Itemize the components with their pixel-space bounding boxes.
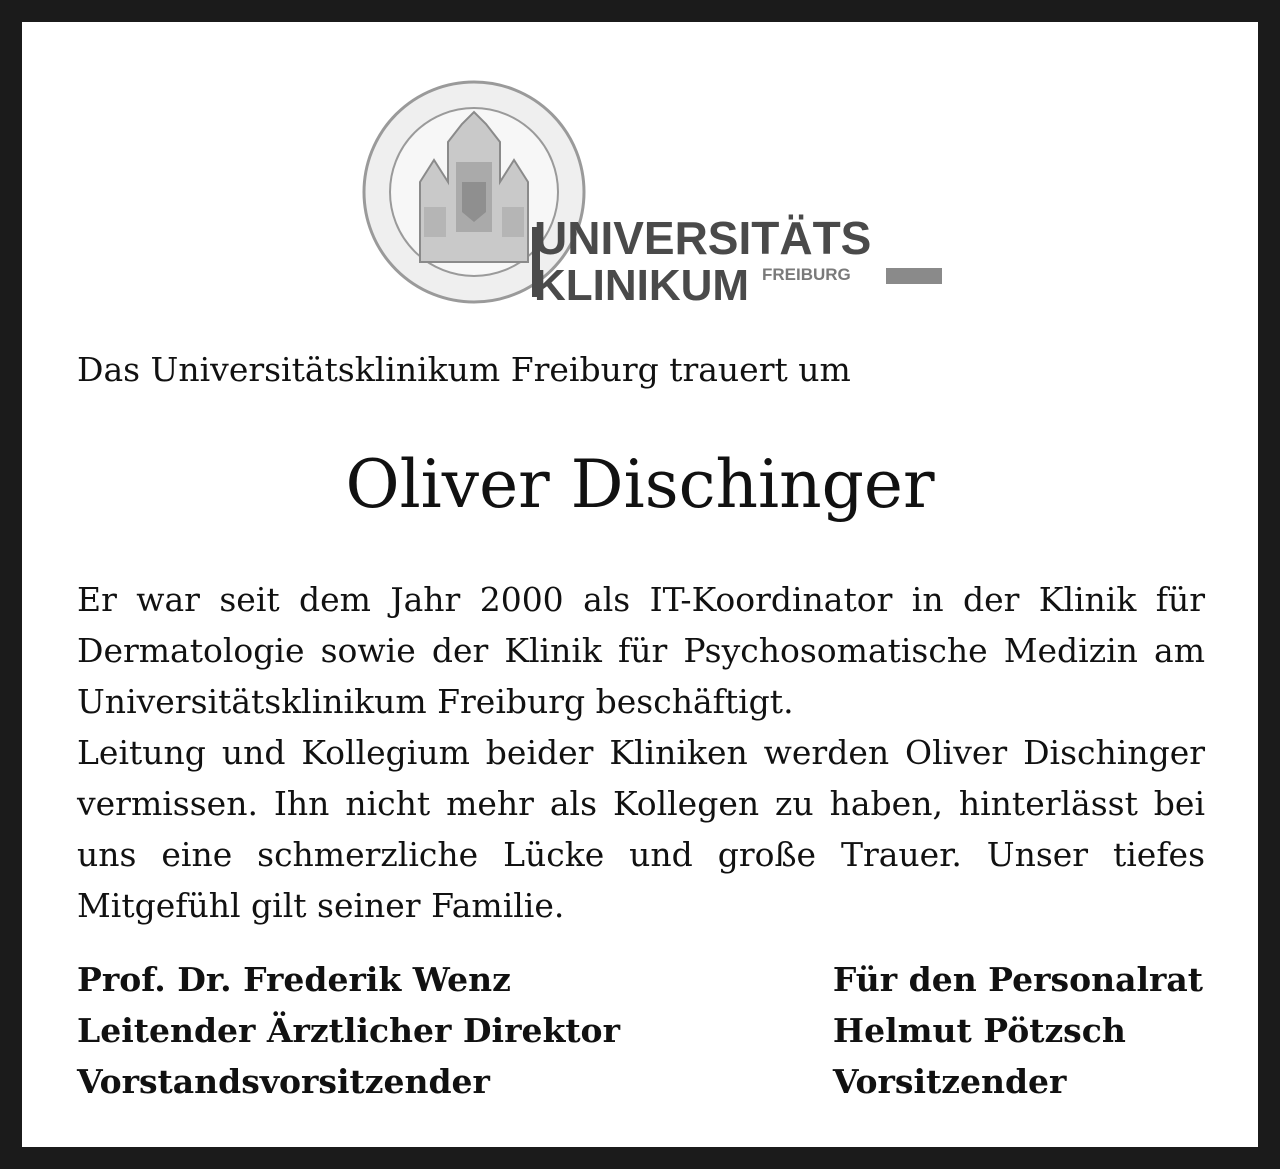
- obituary-body: [77, 574, 1205, 931]
- body-paragraph: Er war seit dem Jahr 2000 als IT-Koordinator in der Klinik für Dermatologie sowie der Klinik für Psychosomatische Medizin am Universitätsklinikum Freiburg beschäftigt.: [77, 580, 1205, 721]
- university-hospital-logo: [362, 62, 962, 312]
- signer-name: Prof. Dr. Frederik Wenz: [77, 960, 511, 999]
- signature-left: [77, 954, 620, 1107]
- obituary-card: [22, 22, 1258, 1147]
- logo-line-universitaets: UNIVERSITÄTS: [534, 212, 872, 264]
- signer-role: Vorstandsvorsitzender: [77, 1062, 490, 1101]
- logo-line-klinikum: KLINIKUM: [534, 261, 750, 310]
- signer-name: Helmut Pötzsch: [832, 1011, 1126, 1050]
- intro-line: Das Universitätsklinikum Freiburg trauert um: [77, 350, 851, 389]
- signer-role: Leitender Ärztlicher Direktor: [77, 1011, 620, 1050]
- signer-org: Für den Personalrat: [832, 960, 1203, 999]
- logo-line-freiburg: FREIBURG: [762, 265, 851, 284]
- body-paragraph: Leitung und Kollegium beider Kliniken werden Oliver Dischinger vermissen. Ihn nicht mehr als Kollegen zu haben, hinterlässt bei uns eine schmerzliche Lücke und große Trauer. Unser tiefes Mitgefühl gilt seiner Familie.: [77, 733, 1205, 925]
- logo-accent-bar: [886, 268, 942, 284]
- signature-right: [833, 954, 1203, 1107]
- deceased-name: Oliver Dischinger: [345, 446, 935, 523]
- signer-role: Vorsitzender: [832, 1062, 1067, 1101]
